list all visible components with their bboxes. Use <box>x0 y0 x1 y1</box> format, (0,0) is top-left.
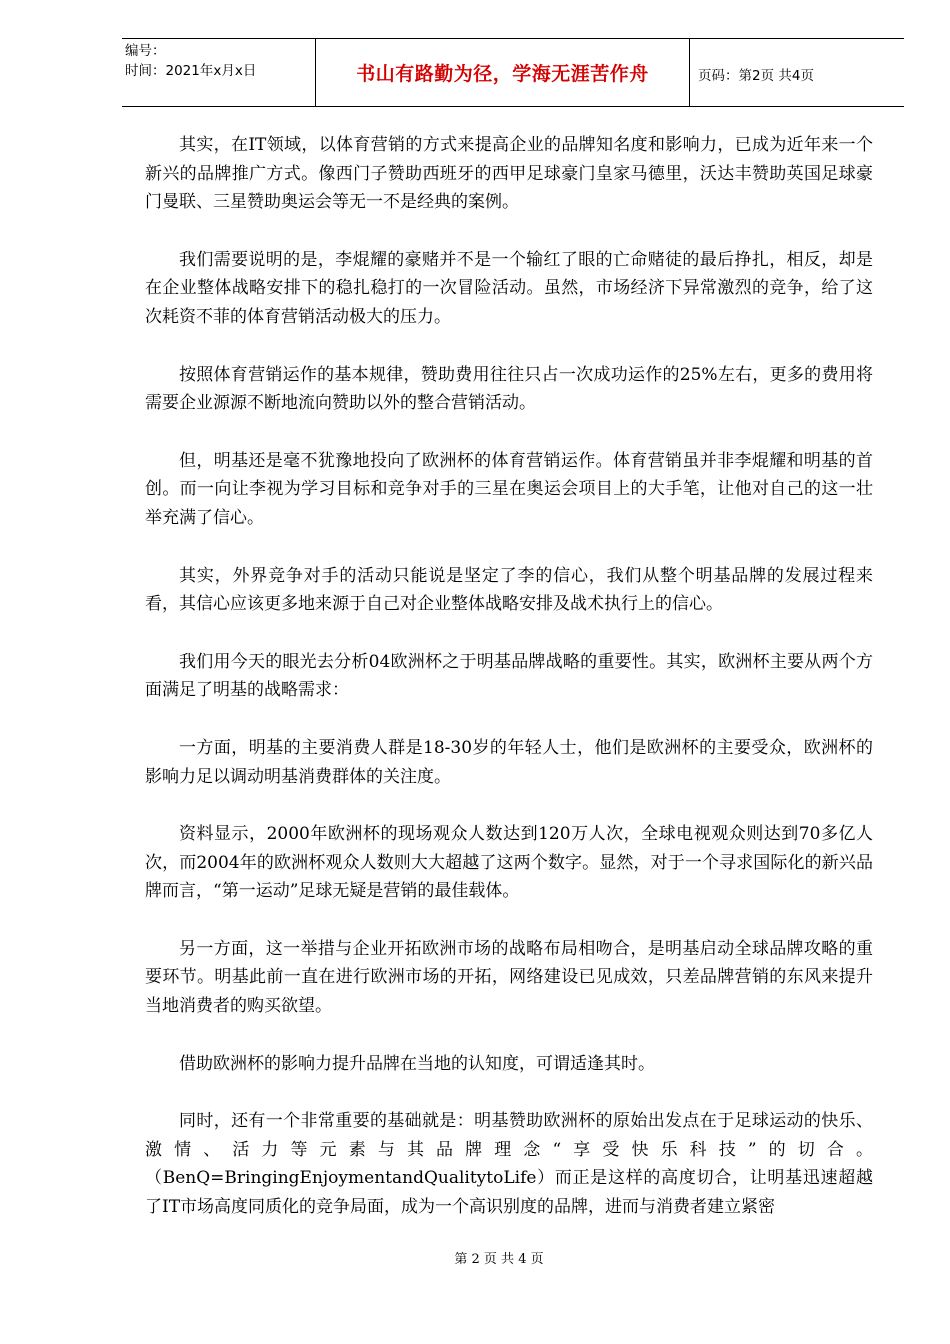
header-meta-cell <box>122 39 316 106</box>
paragraph: 其实，在IT领域，以体育营销的方式来提高企业的品牌知名度和影响力，已成为近年来一个新兴的品牌推广方式。像西门子赞助西班牙的西甲足球豪门皇家马德里，沃达丰赞助英国足球豪门曼联、三星赞助奥运会等无一不是经典的案例。 <box>145 135 873 213</box>
paragraph: 我们用今天的眼光去分析04欧洲杯之于明基品牌战略的重要性。其实，欧洲杯主要从两个方面满足了明基的战略需求： <box>145 651 873 701</box>
paragraph: 同时，还有一个非常重要的基础就是：明基赞助欧洲杯的原始出发点在于足球运动的快乐、激情、活力等元素与其品牌理念“享受快乐科技”的切合。（BenQ=BringingEnjoymentandQualitytoLife）而正是这样的高度切合，让明基迅速超越了IT市场高度同质化的竞争局面，成为一个高识别度的品牌，进而与消费者建立紧密 <box>145 1111 873 1218</box>
number-label: 编号： <box>125 43 166 59</box>
paragraph: 一方面，明基的主要消费人群是18-30岁的年轻人士，他们是欧洲杯的主要受众，欧洲杯的影响力足以调动明基消费群体的关注度。 <box>145 737 873 787</box>
paragraph: 我们需要说明的是，李焜耀的豪赌并不是一个输红了眼的亡命赌徒的最后挣扎，相反，却是在企业整体战略安排下的稳扎稳打的一次冒险活动。虽然，市场经济下异常激烈的竞争，给了这次耗资不菲的体育营销活动极大的压力。 <box>145 249 873 327</box>
header-motto: 书山有路勤为径，学海无涯苦作舟 <box>316 39 690 106</box>
paragraph: 借助欧洲杯的影响力提升品牌在当地的认知度，可谓适逢其时。 <box>179 1053 655 1074</box>
document-body <box>145 131 873 1251</box>
time-label: 时间：2021年x月x日 <box>125 63 257 79</box>
header-page-number: 页码：第2页 共4页 <box>698 68 814 84</box>
page-header <box>122 38 904 107</box>
paragraph: 另一方面，这一举措与企业开拓欧洲市场的战略布局相吻合，是明基启动全球品牌攻略的重要环节。明基此前一直在进行欧洲市场的开拓，网络建设已见成效，只差品牌营销的东风来提升当地消费者的购买欲望。 <box>145 938 873 1017</box>
paragraph: 其实，外界竞争对手的活动只能说是坚定了李的信心，我们从整个明基品牌的发展过程来看，其信心应该更多地来源于自己对企业整体战略安排及战术执行上的信心。 <box>145 565 873 615</box>
paragraph: 但，明基还是毫不犹豫地投向了欧洲杯的体育营销运作。体育营销虽并非李焜耀和明基的首创。而一向让李视为学习目标和竞争对手的三星在奥运会项目上的大手笔，让他对自己的这一壮举充满了信心。 <box>145 450 873 528</box>
paragraph: 按照体育营销运作的基本规律，赞助费用往往只占一次成功运作的25%左右，更多的费用将需要企业源源不断地流向赞助以外的整合营销活动。 <box>145 364 873 414</box>
paragraph: 资料显示，2000年欧洲杯的现场观众人数达到120万人次，全球电视观众则达到70多亿人次，而2004年的欧洲杯观众人数则大大超越了这两个数字。显然，对于一个寻求国际化的新兴品牌而言，“第一运动”足球无疑是营销的最佳载体。 <box>145 824 873 902</box>
page-footer: 第 2 页 共 4 页 <box>454 1252 544 1267</box>
